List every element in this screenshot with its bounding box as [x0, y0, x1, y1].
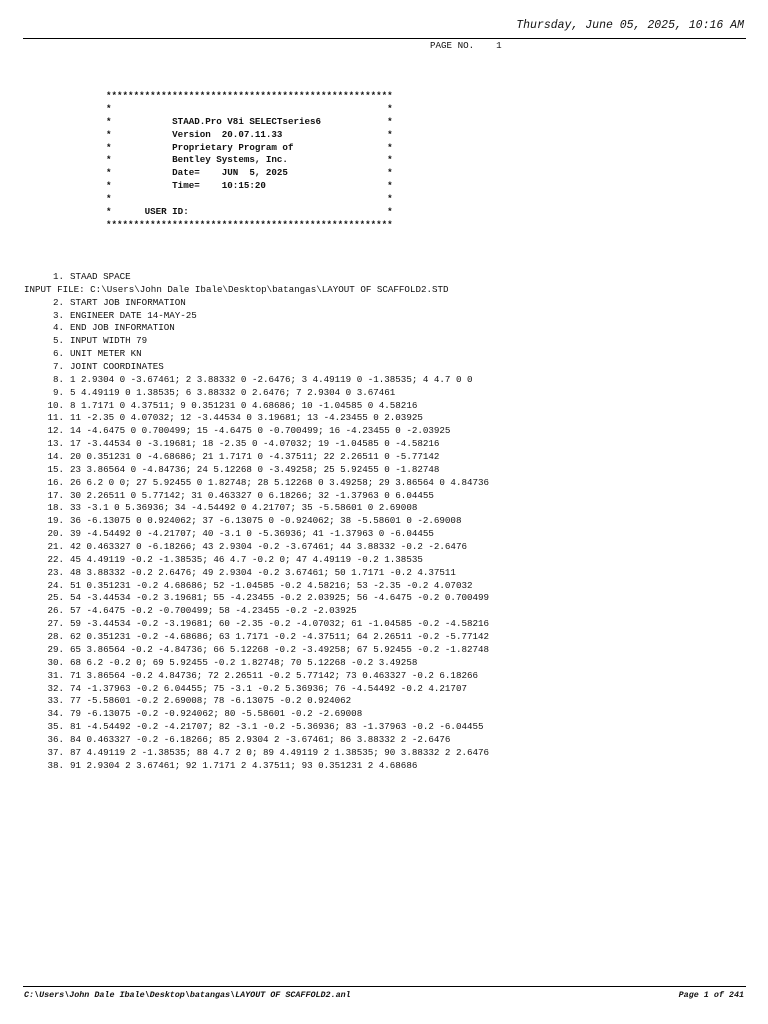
listing-row [24, 618, 489, 631]
line-text: INPUT WIDTH 79 [70, 335, 148, 347]
banner-line: * Proprietary Program of * [106, 141, 393, 153]
line-text: START JOB INFORMATION [70, 296, 186, 308]
line-text: 39 -4.54492 0 -4.21707; 40 -3.1 0 -5.36936; 41 -1.37963 0 -6.04455 [70, 528, 434, 540]
listing-row [24, 631, 489, 644]
line-number: 6. [52, 348, 64, 360]
listing-row [24, 322, 489, 335]
banner-line: * Time= 10:15:20 * [106, 180, 393, 192]
listing-row [24, 747, 489, 760]
line-number: 10. [47, 399, 64, 411]
line-number: 3. [52, 309, 64, 321]
line-number: 22. [47, 553, 64, 565]
listing-row [24, 528, 489, 541]
line-text: UNIT METER KN [70, 348, 142, 360]
line-number: 12. [47, 425, 64, 437]
listing-row [24, 284, 489, 297]
listing-row [24, 400, 489, 413]
line-text: JOINT COORDINATES [70, 361, 164, 373]
line-text: 45 4.49119 -0.2 -1.38535; 46 4.7 -0.2 0; 47 4.49119 -0.2 1.38535 [70, 553, 423, 565]
line-text: 30 2.26511 0 5.77142; 31 0.463327 0 6.18266; 32 -1.37963 0 6.04455 [70, 489, 434, 501]
line-text: 14 -4.6475 0 0.700499; 15 -4.6475 0 -0.700499; 16 -4.23455 0 -2.03925 [70, 425, 451, 437]
listing-row [24, 695, 489, 708]
line-text: 5 4.49119 0 1.38535; 6 3.88332 0 2.6476; 7 2.9304 0 3.67461 [70, 386, 396, 398]
listing-row [24, 580, 489, 593]
banner-line: * * [106, 193, 393, 205]
line-number: 2. [52, 296, 64, 308]
line-text: 11 -2.35 0 4.07032; 12 -3.44534 0 3.19681; 13 -4.23455 0 2.03925 [70, 412, 423, 424]
line-number: 33. [47, 695, 64, 707]
listing-row [24, 438, 489, 451]
header-rule [23, 38, 746, 39]
listing-row [24, 477, 489, 490]
page-number-label: PAGE NO. [430, 40, 475, 51]
listing-row [24, 592, 489, 605]
line-number: 11. [47, 412, 64, 424]
footer-file-path: C:\Users\John Dale Ibale\Desktop\batangas\LAYOUT OF SCAFFOLD2.anl [24, 990, 351, 1000]
line-text: 51 0.351231 -0.2 4.68686; 52 -1.04585 -0.2 4.58216; 53 -2.35 -0.2 4.07032 [70, 579, 473, 591]
listing-row [24, 348, 489, 361]
line-text: 17 -3.44534 0 -3.19681; 18 -2.35 0 -4.07032; 19 -1.04585 0 -4.58216 [70, 438, 440, 450]
listing-row [24, 683, 489, 696]
listing-row [24, 361, 489, 374]
line-number: 9. [52, 386, 64, 398]
line-text: 26 6.2 0 0; 27 5.92455 0 1.82748; 28 5.12268 0 3.49258; 29 3.86564 0 4.84736 [70, 476, 490, 488]
line-text: 84 0.463327 -0.2 -6.18266; 85 2.9304 2 -3.67461; 86 3.88332 2 -2.6476 [70, 733, 451, 745]
listing-row [24, 567, 489, 580]
input-listing [24, 271, 489, 773]
line-text: 87 4.49119 2 -1.38535; 88 4.7 2 0; 89 4.49119 2 1.38535; 90 3.88332 2 2.6476 [70, 746, 490, 758]
line-number: 15. [47, 463, 64, 475]
line-number: 19. [47, 515, 64, 527]
line-number: 32. [47, 682, 64, 694]
listing-row [24, 490, 489, 503]
banner-line: * STAAD.Pro V8i SELECTseries6 * [106, 115, 393, 127]
line-number: 31. [47, 669, 64, 681]
listing-row [24, 644, 489, 657]
line-number: 13. [47, 438, 64, 450]
banner-line: * * [106, 102, 393, 114]
line-number: 21. [47, 541, 64, 553]
line-number: 7. [52, 361, 64, 373]
banner-line: * USER ID: * [106, 206, 393, 218]
line-text: 1 2.9304 0 -3.67461; 2 3.88332 0 -2.6476; 3 4.49119 0 -1.38535; 4 4.7 0 0 [70, 373, 473, 385]
line-text: 8 1.7171 0 4.37511; 9 0.351231 0 4.68686; 10 -1.04585 0 4.58216 [70, 399, 418, 411]
line-number: 25. [47, 592, 64, 604]
line-text: ENGINEER DATE 14-MAY-25 [70, 309, 197, 321]
line-text: 57 -4.6475 -0.2 -0.700499; 58 -4.23455 -0.2 -2.03925 [70, 605, 357, 617]
line-number: 34. [47, 708, 64, 720]
line-number: 30. [47, 656, 64, 668]
banner-line: * Date= JUN 5, 2025 * [106, 167, 393, 179]
line-number: 28. [47, 631, 64, 643]
line-number: 24. [47, 579, 64, 591]
line-number: 38. [47, 759, 64, 771]
line-text: 48 3.88332 -0.2 2.6476; 49 2.9304 -0.2 3.67461; 50 1.7171 -0.2 4.37511 [70, 566, 456, 578]
line-number: 26. [47, 605, 64, 617]
page-number-line [430, 40, 502, 51]
line-text: 59 -3.44534 -0.2 -3.19681; 60 -2.35 -0.2 -4.07032; 61 -1.04585 -0.2 -4.58216 [70, 618, 490, 630]
line-number: 16. [47, 476, 64, 488]
page-number-value: 1 [496, 40, 502, 51]
line-text: 54 -3.44534 -0.2 3.19681; 55 -4.23455 -0.2 2.03925; 56 -4.6475 -0.2 0.700499 [70, 592, 490, 604]
line-text: 77 -5.58601 -0.2 2.69008; 78 -6.13075 -0.2 0.924062 [70, 695, 352, 707]
line-number: 4. [52, 322, 64, 334]
line-number: 23. [47, 566, 64, 578]
line-number: 29. [47, 643, 64, 655]
listing-row [24, 670, 489, 683]
banner-line: **************************************************** [106, 90, 393, 101]
line-number: 8. [52, 373, 64, 385]
footer-rule [23, 986, 746, 987]
listing-row [24, 605, 489, 618]
listing-row [24, 515, 489, 528]
line-text: 74 -1.37963 -0.2 6.04455; 75 -3.1 -0.2 5.36936; 76 -4.54492 -0.2 4.21707 [70, 682, 467, 694]
line-number: 18. [47, 502, 64, 514]
line-text: 71 3.86564 -0.2 4.84736; 72 2.26511 -0.2 5.77142; 73 0.463327 -0.2 6.18266 [70, 669, 478, 681]
line-text: 91 2.9304 2 3.67461; 92 1.7171 2 4.37511; 93 0.351231 2 4.68686 [70, 759, 418, 771]
line-text: 68 6.2 -0.2 0; 69 5.92455 -0.2 1.82748; 70 5.12268 -0.2 3.49258 [70, 656, 418, 668]
listing-row [24, 541, 489, 554]
line-text: 33 -3.1 0 5.36936; 34 -4.54492 0 4.21707; 35 -5.58601 0 2.69008 [70, 502, 418, 514]
report-datetime: Thursday, June 05, 2025, 10:16 AM [516, 19, 744, 32]
line-text: 23 3.86564 0 -4.84736; 24 5.12268 0 -3.49258; 25 5.92455 0 -1.82748 [70, 463, 440, 475]
listing-row [24, 734, 489, 747]
line-text: 65 3.86564 -0.2 -4.84736; 66 5.12268 -0.2 -3.49258; 67 5.92455 -0.2 -1.82748 [70, 643, 490, 655]
line-number: 35. [47, 721, 64, 733]
program-banner [106, 90, 393, 232]
banner-line: * Version 20.07.11.33 * [106, 128, 393, 140]
line-number: 27. [47, 618, 64, 630]
listing-row [24, 297, 489, 310]
listing-row [24, 412, 489, 425]
line-text: 62 0.351231 -0.2 -4.68686; 63 1.7171 -0.2 -4.37511; 64 2.26511 -0.2 -5.77142 [70, 631, 490, 643]
line-number: 20. [47, 528, 64, 540]
input-file-line: INPUT FILE: C:\Users\John Dale Ibale\Desktop\batangas\LAYOUT OF SCAFFOLD2.STD [24, 283, 449, 295]
listing-row [24, 451, 489, 464]
listing-row [24, 335, 489, 348]
line-number: 5. [52, 335, 64, 347]
line-text: 81 -4.54492 -0.2 -4.21707; 82 -3.1 -0.2 -5.36936; 83 -1.37963 -0.2 -6.04455 [70, 721, 484, 733]
line-number: 14. [47, 451, 64, 463]
line-number: 37. [47, 746, 64, 758]
listing-row [24, 708, 489, 721]
footer-page-count: Page 1 of 241 [678, 990, 744, 1000]
listing-row [24, 554, 489, 567]
banner-line: **************************************************** [106, 218, 393, 230]
listing-row [24, 657, 489, 670]
line-text: 79 -6.13075 -0.2 -0.924062; 80 -5.58601 -0.2 -2.69008 [70, 708, 363, 720]
listing-row [24, 374, 489, 387]
line-text: END JOB INFORMATION [70, 322, 175, 334]
listing-row [24, 271, 489, 284]
banner-line: * Bentley Systems, Inc. * [106, 154, 393, 166]
line-text: 36 -6.13075 0 0.924062; 37 -6.13075 0 -0.924062; 38 -5.58601 0 -2.69008 [70, 515, 462, 527]
listing-row [24, 425, 489, 438]
line-number: 1. [52, 271, 64, 282]
line-text: 20 0.351231 0 -4.68686; 21 1.7171 0 -4.37511; 22 2.26511 0 -5.77142 [70, 451, 440, 463]
line-text: STAAD SPACE [70, 271, 131, 282]
listing-row [24, 760, 489, 773]
listing-row [24, 387, 489, 400]
listing-row [24, 310, 489, 323]
line-number: 17. [47, 489, 64, 501]
listing-row [24, 464, 489, 477]
line-number: 36. [47, 733, 64, 745]
line-text: 42 0.463327 0 -6.18266; 43 2.9304 -0.2 -3.67461; 44 3.88332 -0.2 -2.6476 [70, 541, 467, 553]
listing-row [24, 721, 489, 734]
listing-row [24, 502, 489, 515]
